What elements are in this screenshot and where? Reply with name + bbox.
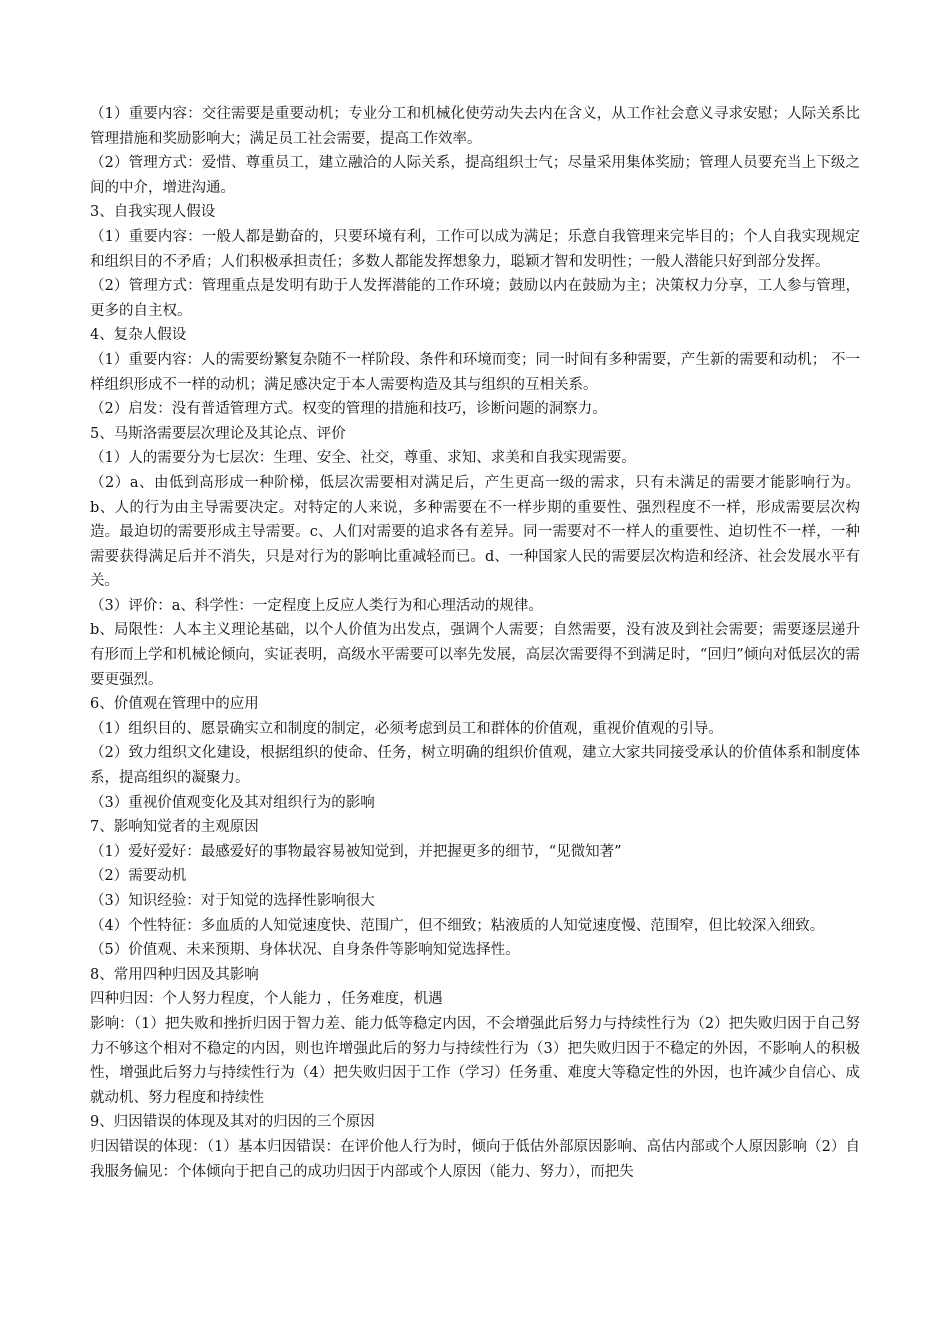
section-heading: 9、归因错误的体现及其对的归因的三个原因 [90, 1114, 375, 1131]
paragraph: 影响：（1）把失败和挫折归因于智力差、能力低等稳定内因，不会增强此后努力与持续性行为（2）把失败归因于自己努力不够这个相对不稳定的内因，则也许增强此后的努力与持续性行为（3）把失败归因于不稳定的外因，不影响人的积极性，增强此后努力与持续性行为（4）把失败归因于工作（学习）任务重、难度大等稳定性的外因，也许减少自信心、成就动机、努力程度和持续性 [90, 1015, 860, 1106]
paragraph: （3）知识经验：对于知觉的选择性影响很大 [90, 893, 375, 909]
paragraph: 四种归因：个人努力程度，个人能力 ，任务难度，机遇 [90, 991, 443, 1008]
paragraph: （3）评价：a、科学性：一定程度上反应人类行为和心理活动的规律。 [90, 597, 543, 614]
paragraph: 归因错误的体现：（1）基本归因错误：在评价他人行为时，倾向于低估外部原因影响、高估内部或个人原因影响（2）自我服务偏见：个体倾向于把自己的成功归因于内部或个人原因（能力、努力），而把失 [90, 1138, 860, 1180]
paragraph: （4）个性特征：多血质的人知觉速度快、范围广，但不细致；粘液质的人知觉速度慢、范围窄，但比较深入细致。 [90, 917, 825, 934]
paragraph: （1）人的需要分为七层次：生理、安全、社交，尊重、求知、求美和自我实现需要。 [90, 450, 636, 467]
paragraph: （1）组织目的、愿景确实立和制度的制定，必须考虑到员工和群体的价值观，重视价值观的引导。 [90, 720, 723, 737]
paragraph: （1）重要内容：交往需要是重要动机；专业分工和机械化使劳动失去内在含义，从工作社会意义寻求安慰；人际关系比管理措施和奖励影响大；满足员工社会需要，提高工作效率。 [90, 106, 860, 147]
paragraph: （1）重要内容：一般人都是勤奋的，只要环境有利，工作可以成为满足；乐意自我管理来完毕目的；个人自我实现规定和组织目的不矛盾；人们积极承担责任；多数人都能发挥想象力，聪颖才智和发明性；一般人潜能只好到部分发挥。 [90, 228, 860, 270]
section-heading: 8、常用四种归因及其影响 [90, 966, 259, 983]
section-heading: 3、自我实现人假设 [90, 204, 216, 221]
section-heading: 5、马斯洛需要层次理论及其论点、评价 [90, 425, 346, 442]
paragraph: （1）爱好爱好：最感爱好的事物最容易被知觉到，并把握更多的细节，“见微知著” [90, 843, 622, 860]
paragraph: （2）管理方式：爱惜、尊重员工，建立融洽的人际关系，提高组织士气；尽量采用集体奖励；管理人员要充当上下级之间的中介，增进沟通。 [90, 155, 860, 196]
paragraph: b、局限性：人本主义理论基础，以个人价值为出发点，强调个人需要；自然需要，没有波及到社会需要；需要逐层递升有形而上学和机械论倾向，实证表明，高级水平需要可以率先发展，高层次需要得不到满足时，“回归”倾向对低层次的需要更强烈。 [90, 622, 860, 688]
section-heading: 7、影响知觉者的主观原因 [90, 819, 259, 836]
paragraph: （2）管理方式：管理重点是发明有助于人发挥潜能的工作环境；鼓励以内在鼓励为主；决策权力分享，工人参与管理，更多的自主权。 [90, 278, 860, 319]
paragraph: （2）a、由低到高形成一种阶梯，低层次需要相对满足后，产生更高一级的需求，只有未满足的需要才能影响行为。 b、人的行为由主导需要决定。对特定的人来说，多种需要在不一样步期的重要性、强烈程度不一样，形成需要层次构造。最迫切的需要形成主导需要。c、人们对需要的追求各有差异。同一需要对不一样人的重要性、迫切性不一样，一种需要获得满足后并不消失，只是对行为的影响比重减轻而已。d、一种国家人民的需要层次构造和经济、社会发展水平有关。 [90, 474, 860, 590]
paragraph: （5）价值观、未来预期、身体状况、自身条件等影响知觉选择性。 [90, 942, 520, 959]
paragraph: （3）重视价值观变化及其对组织行为的影响 [90, 794, 375, 811]
paragraph: （2）致力组织文化建设，根据组织的使命、任务，树立明确的组织价值观，建立大家共同接受承认的价值体系和制度体系，提高组织的凝聚力。 [90, 745, 860, 787]
document-body [90, 102, 860, 1184]
paragraph: （1）重要内容：人的需要纷繁复杂随不一样阶段、条件和环境而变；同一时间有多种需要，产生新的需要和动机； 不一样组织形成不一样的动机；满足感决定于本人需要构造及其与组织的互相关系。 [90, 351, 860, 393]
paragraph: （2）启发：没有普适管理方式。权变的管理的措施和技巧，诊断问题的洞察力。 [90, 401, 607, 418]
section-heading: 6、价值观在管理中的应用 [90, 696, 259, 713]
section-heading: 4、复杂人假设 [90, 327, 187, 344]
paragraph: （2）需要动机 [90, 868, 187, 885]
